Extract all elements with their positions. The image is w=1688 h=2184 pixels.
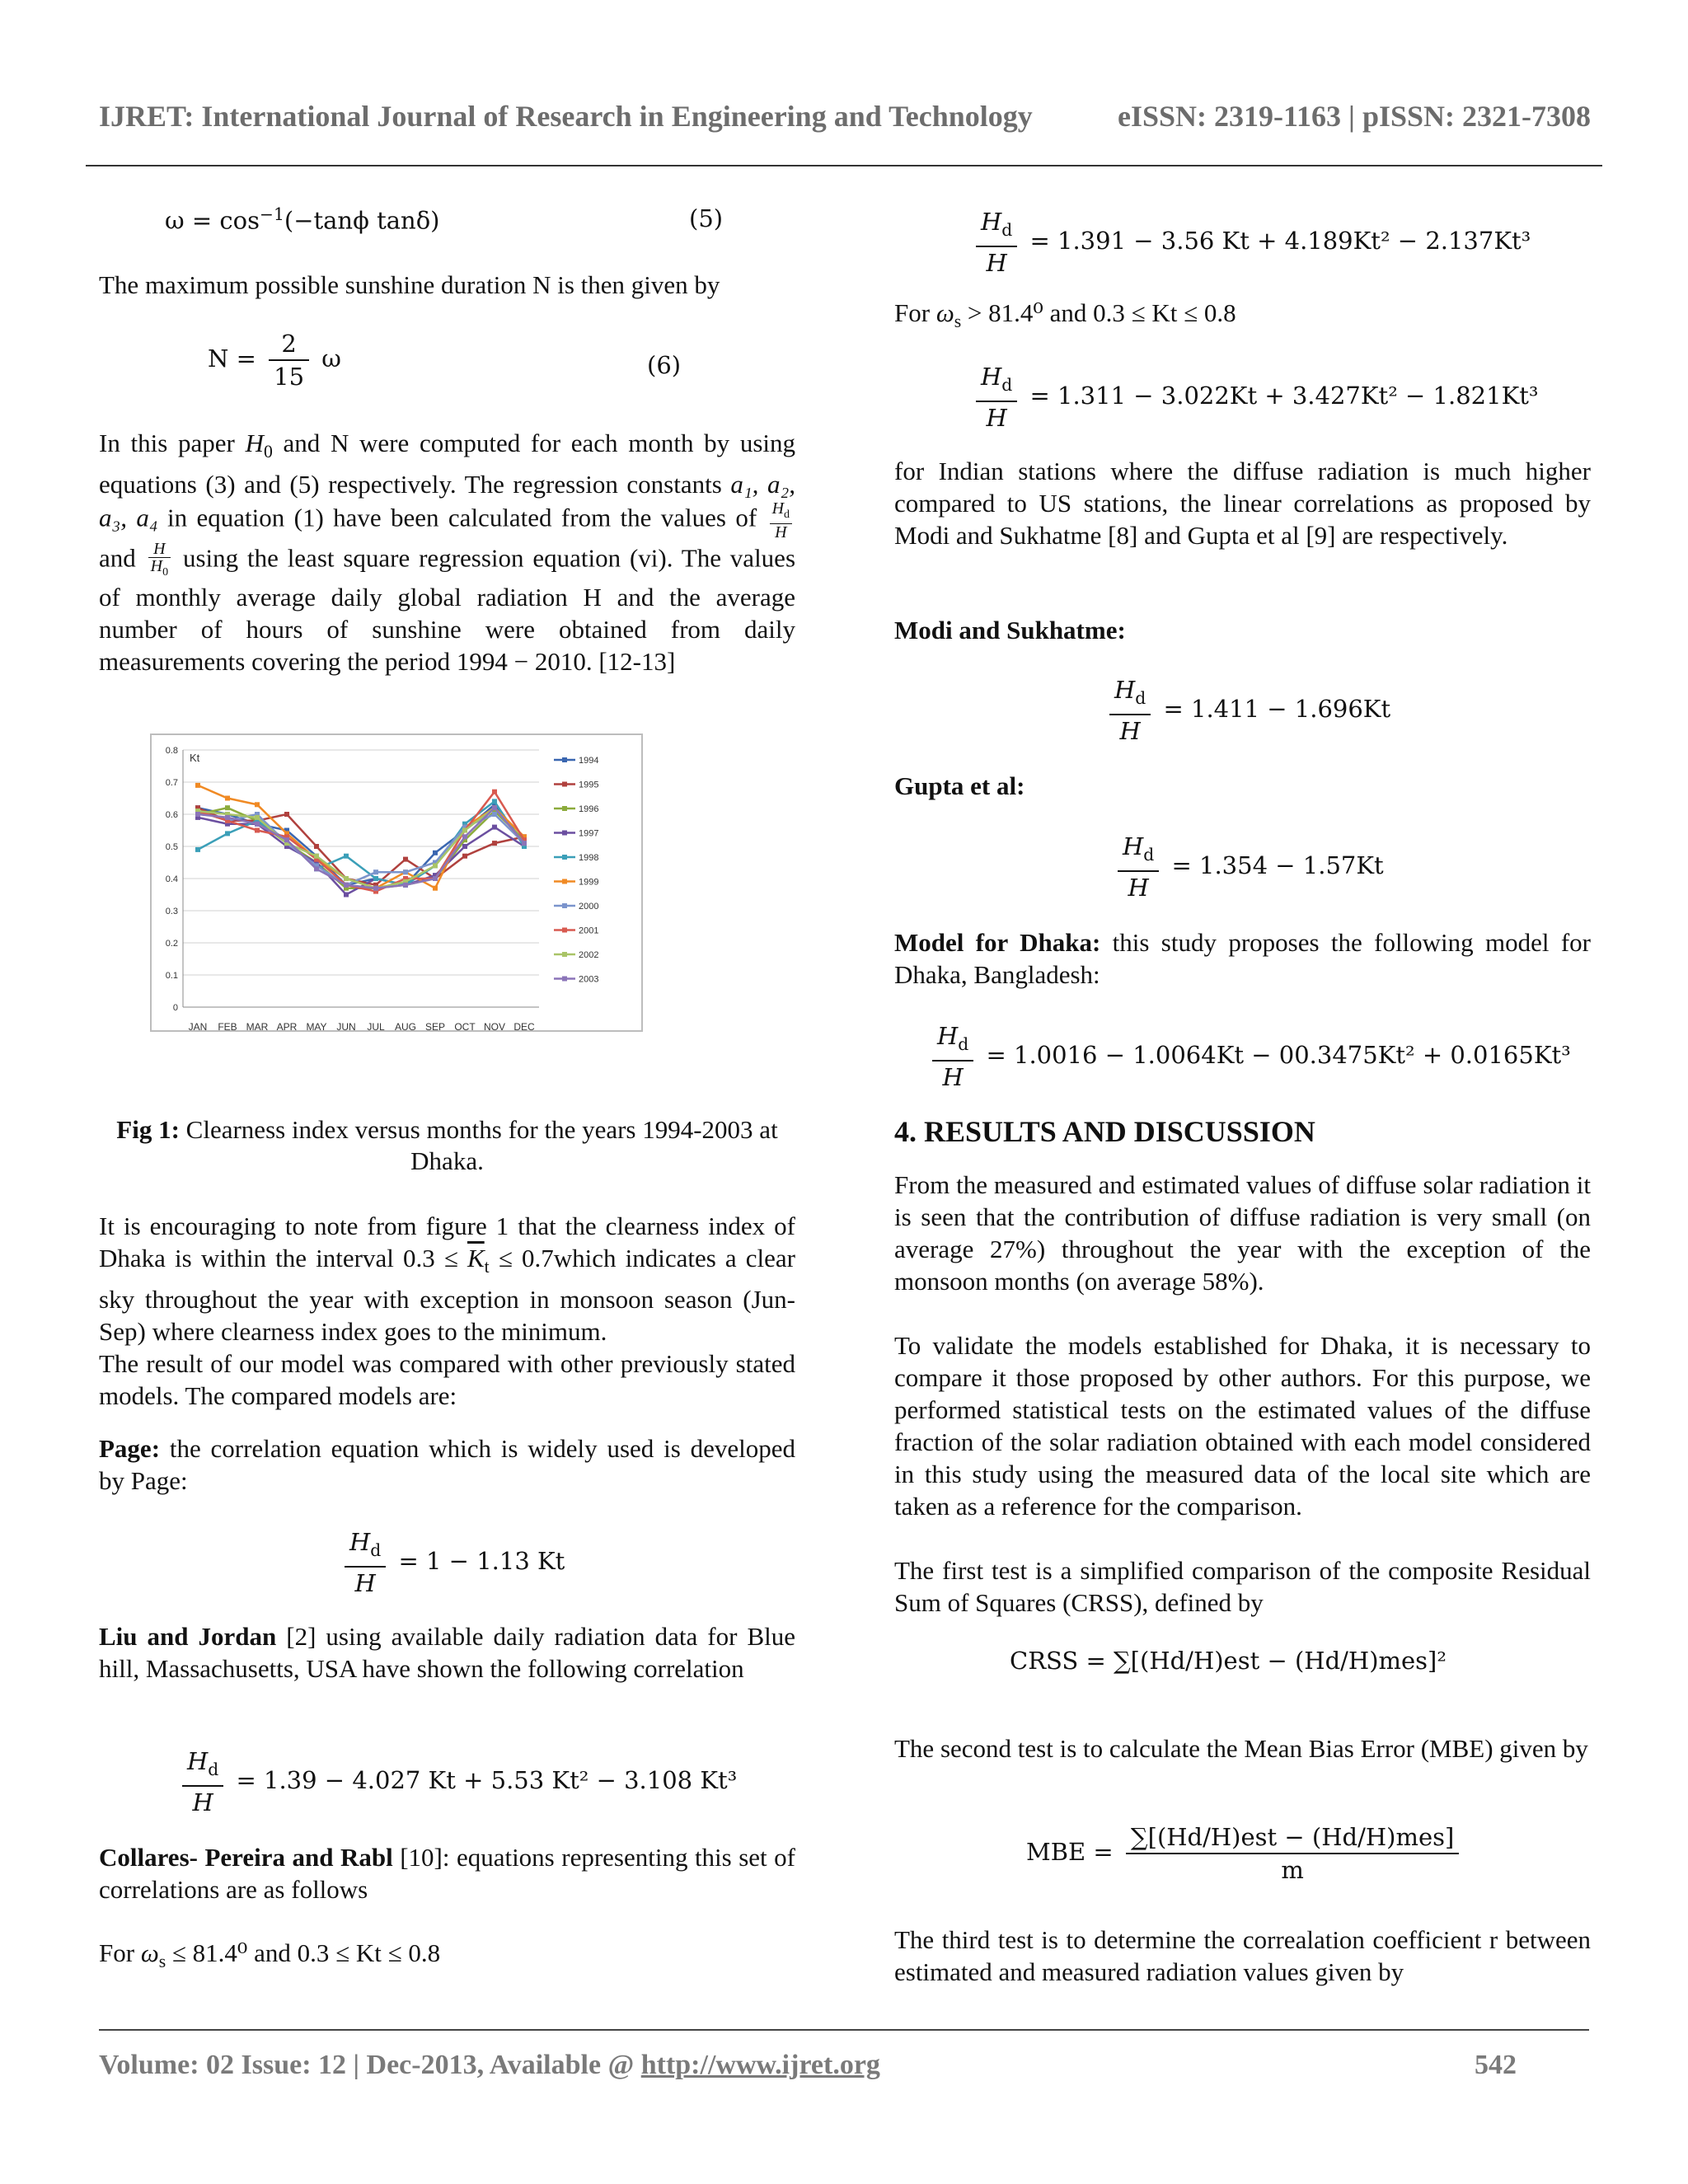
y-tick-label: 0.1	[165, 971, 178, 981]
equation-liu-jordan: $\frac{H_d}{H}$ = 1.39 − 4.027 Kt + 5.53 Kt² − 3.108 Kt³	[177, 1746, 737, 1818]
running-header	[99, 99, 1591, 134]
equation-number-6: (6)	[647, 351, 682, 379]
footer-link[interactable]: http://www.ijret.org	[640, 2050, 880, 2080]
data-point	[492, 812, 497, 817]
data-point	[403, 857, 408, 862]
paragraph-intro: In this paper $H_0$ and N were computed for each month by using equations (3) and (5) respectively. The regression constants a₁, a₂, a₃, a₄ in equation (1) have been calculated from the values of $\frac{H_d}{H}$ and $\frac{H}{H_0}$ using the least square regression equation (vi). The values of monthly average daily global radiation H and the average number of hours of sunshine were obtained from daily measurements covering the period 1994 − 2010. [12-13]	[99, 429, 796, 677]
data-point	[373, 876, 378, 881]
data-point	[255, 828, 260, 833]
paragraph-sunshine: The maximum possible sunshine duration N is then given by	[99, 270, 720, 299]
legend-label: 2003	[579, 974, 599, 985]
page-number: 542	[1475, 2050, 1517, 2080]
data-point	[462, 854, 467, 859]
paragraph-collares: Collares- Pereira and Rabl [10]: equations representing this set of correlations are as follows	[99, 1843, 795, 1904]
footer-rule	[99, 2029, 1589, 2031]
heading-modi-sukhatme: Modi and Sukhatme:	[894, 616, 1126, 644]
data-point	[492, 805, 497, 810]
data-point	[433, 876, 438, 881]
paragraph-results: From the measured and estimated values of diffuse solar radiation it is seen that the contribution of diffuse radiation is very small (on average 27%) throughout the year with the exception of the monsoon months (on average 58%).	[894, 1170, 1591, 1296]
data-point	[255, 822, 260, 827]
legend-label: 1995	[579, 780, 599, 790]
y-tick-label: 0.2	[165, 939, 178, 949]
figure-1-chart	[150, 733, 643, 1032]
data-point	[492, 841, 497, 846]
legend-marker	[562, 806, 567, 811]
equation-page: $\frac{H_d}{H}$ = 1 − 1.13 Kt	[340, 1526, 565, 1599]
data-point	[344, 854, 349, 859]
legend-marker	[562, 879, 567, 884]
legend-marker	[562, 757, 567, 762]
paragraph-encouraging: It is encouraging to note from figure 1 that the clearness index of Dhaka is within the interval $0.3 \le \overline{K}_t$ ≤ 0.7which indicates a clear sky throughout the year with exception in monsoon season (Jun-Sep) where clearness index goes to the minimum.	[99, 1212, 795, 1347]
x-tick-label: JAN	[188, 1021, 208, 1030]
data-point	[225, 805, 230, 810]
data-point	[255, 815, 260, 820]
footer-volume: Volume: 02 Issue: 12 | Dec-2013, Available @	[99, 2050, 635, 2080]
heading-gupta: Gupta et al:	[894, 771, 1025, 800]
legend-label: 2000	[579, 902, 599, 912]
data-point	[344, 893, 349, 898]
equation-crss: CRSS = ∑[(Hd/H)est − (Hd/H)mes]²	[1010, 1647, 1447, 1675]
data-point	[225, 831, 230, 836]
data-point	[225, 815, 230, 820]
data-point	[403, 883, 408, 888]
y-tick-label: 0.6	[165, 810, 178, 820]
x-tick-label: JUL	[367, 1021, 385, 1030]
data-point	[522, 841, 527, 846]
data-point	[462, 828, 467, 833]
legend-marker	[562, 855, 567, 860]
x-tick-label: NOV	[483, 1021, 506, 1030]
x-tick-label: JUN	[336, 1021, 356, 1030]
section-heading-results: 4. RESULTS AND DISCUSSION	[894, 1115, 1315, 1148]
equation-gupta: $\frac{H_d}{H}$ = 1.354 − 1.57Kt	[1113, 831, 1384, 903]
data-point	[344, 876, 349, 881]
paragraph-second-test: The second test is to calculate the Mean Bias Error (MBE) given by	[894, 1734, 1588, 1763]
legend-marker	[562, 977, 567, 982]
data-point	[403, 869, 408, 874]
data-point	[314, 866, 319, 871]
x-tick-label: DEC	[513, 1021, 535, 1030]
equation-modi-sukhatme: $\frac{H_d}{H}$ = 1.411 − 1.696Kt	[1104, 674, 1390, 747]
paragraph-third-test: The third test is to determine the correalation coefficient r between estimated and measured radiation values given by	[894, 1925, 1591, 1986]
y-tick-label: 0.7	[165, 778, 178, 788]
legend-marker	[562, 928, 567, 933]
legend-marker	[562, 952, 567, 957]
data-point	[314, 854, 319, 859]
legend-label: 1994	[579, 756, 599, 766]
condition-omega-high: For $\omega_s > 81.4^0$ and 0.3 ≤ Kt ≤ 0.8	[894, 298, 1236, 332]
paragraph-liu-jordan: Liu and Jordan [2] using available daily radiation data for Blue hill, Massachusetts, USA have shown the following correlation	[99, 1622, 795, 1683]
figure-1-caption: Fig 1: Clearness index versus months for the years 1994-2003 at Dhaka.	[116, 1115, 778, 1175]
x-tick-label: FEB	[218, 1021, 237, 1030]
journal-issn: eISSN: 2319-1163 | pISSN: 2321-7308	[1118, 100, 1591, 133]
paragraph-page: Page: the correlation equation which is widely used is developed by Page:	[99, 1434, 796, 1495]
legend-label: 1996	[579, 804, 599, 814]
y-tick-label: 0.3	[165, 907, 178, 916]
series-line	[198, 785, 524, 888]
equation-5: $\omega = \cos^{-1}(-\tan\phi$ tanδ)	[165, 204, 440, 235]
x-tick-label: AUG	[394, 1021, 417, 1030]
x-tick-label: SEP	[424, 1021, 446, 1030]
paragraph-indian-stations: for Indian stations where the diffuse radiation is much higher compared to US stations, the linear correlations as proposed by Modi and Sukhatme [8] and Gupta et al [9] are respectively.	[894, 457, 1591, 550]
data-point	[314, 844, 319, 849]
data-point	[433, 886, 438, 891]
legend-label: 1998	[579, 853, 599, 863]
data-point	[284, 837, 289, 842]
data-point	[195, 847, 200, 852]
legend-label: 2002	[579, 950, 599, 960]
y-axis-label: Kt	[190, 752, 200, 764]
equation-number-5: (5)	[689, 204, 724, 232]
data-point	[225, 796, 230, 801]
data-point	[492, 799, 497, 804]
running-footer	[99, 2050, 1517, 2081]
condition-omega-low: For $\omega_s \le 81.4^0$ and 0.3 ≤ Kt ≤ 0.8	[99, 1938, 441, 1972]
data-point	[255, 802, 260, 807]
equation-collares-1: $\frac{H_d}{H}$ = 1.391 − 3.56 Kt + 4.189Kt² − 2.137Kt³	[971, 206, 1531, 279]
data-point	[195, 812, 200, 817]
data-point	[373, 886, 378, 891]
data-point	[433, 863, 438, 868]
y-tick-label: 0.4	[165, 874, 178, 884]
header-rule	[86, 165, 1602, 166]
data-point	[284, 812, 289, 817]
data-point	[433, 851, 438, 855]
legend-marker	[562, 782, 567, 787]
equation-collares-2: $\frac{H_d}{H}$ = 1.311 − 3.022Kt + 3.427Kt² − 1.821Kt³	[971, 361, 1539, 434]
y-tick-label: 0	[172, 1003, 178, 1013]
data-point	[462, 834, 467, 839]
legend-label: 2001	[579, 926, 599, 936]
journal-title: IJRET: International Journal of Research in Engineering and Technology	[99, 100, 1033, 133]
equation-dhaka: $\frac{H_d}{H}$ = 1.0016 − 1.0064Kt − 00.3475Kt² + 0.0165Kt³	[927, 1020, 1571, 1093]
y-tick-label: 0.5	[165, 842, 178, 852]
paragraph-dhaka-model: Model for Dhaka: this study proposes the following model for Dhaka, Bangladesh:	[894, 928, 1591, 989]
y-tick-label: 0.8	[165, 746, 178, 756]
data-point	[344, 883, 349, 888]
equation-mbe: MBE = $\frac{\text{∑[(Hd/H)est − (Hd/H)mes]}}{m}$	[1026, 1821, 1464, 1886]
data-point	[373, 869, 378, 874]
legend-label: 1999	[579, 877, 599, 888]
legend-label: 1997	[579, 828, 599, 839]
legend-marker	[562, 831, 567, 836]
series-line	[198, 792, 524, 892]
clearness-index-chart	[152, 735, 641, 1030]
x-tick-label: MAY	[306, 1021, 327, 1030]
legend-marker	[562, 903, 567, 908]
paragraph-compared: The result of our model was compared with other previously stated models. The compared models are:	[99, 1349, 795, 1411]
equation-6: N = $\frac{2}{15}$ ω	[208, 330, 341, 391]
data-point	[462, 844, 467, 849]
paragraph-validate: To validate the models established for Dhaka, it is necessary to compare it those proposed by other authors. For this purpose, we performed statistical tests on the estimated values of the diffuse fraction of the solar radiation obtained with each model considered in this study using the measured data of the local site which are taken as a reference for the comparison.	[894, 1331, 1591, 1521]
data-point	[195, 783, 200, 788]
data-point	[492, 825, 497, 830]
x-tick-label: APR	[276, 1021, 298, 1030]
data-point	[492, 790, 497, 794]
paragraph-first-test: The first test is a simplified comparison of the composite Residual Sum of Squares (CRSS), defined by	[894, 1556, 1591, 1617]
x-tick-label: OCT	[454, 1021, 476, 1030]
x-tick-label: MAR	[246, 1021, 269, 1030]
